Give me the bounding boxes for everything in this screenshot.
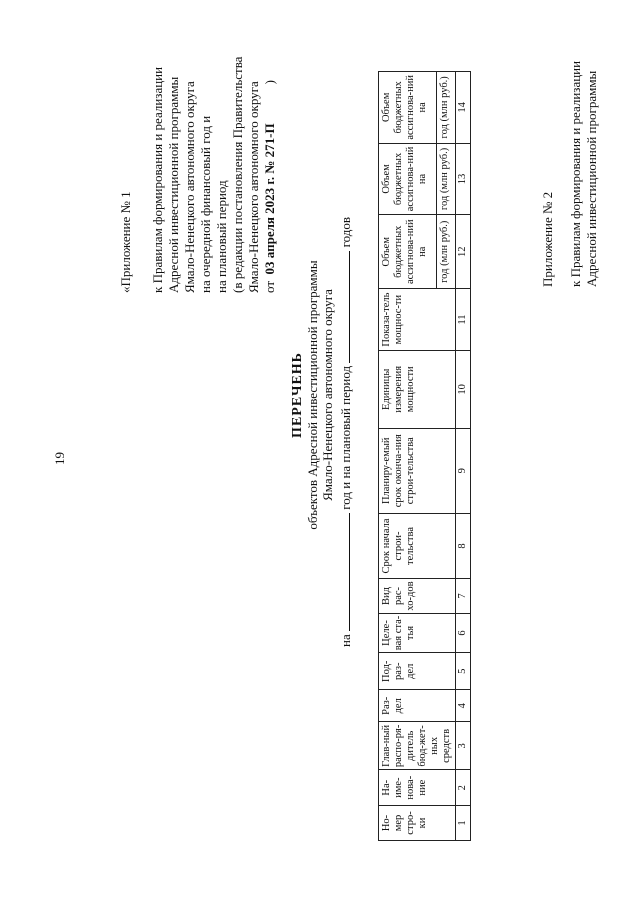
amendment-ref-prefix: от (262, 280, 277, 293)
appendix-1-line: Ямало-Ненецкого автономного округа (246, 81, 261, 293)
appendix-2-block (540, 7, 600, 287)
amendment-ref-suffix: ) (262, 80, 277, 85)
appendix-2-line: к Правилам формирования и реализации (568, 60, 583, 287)
list-title: ПЕРЕЧЕНЬ (290, 352, 305, 438)
col-header-construction-start: Срок начала строи-тельства (379, 513, 456, 578)
appendix-1-line: на плановый период (214, 180, 229, 293)
column-number: 10 (456, 350, 471, 428)
column-number: 8 (456, 513, 471, 578)
col-header-target-article: Целе-вая ста-тья (379, 613, 456, 652)
period-word-na: на (338, 634, 353, 647)
column-number: 14 (456, 72, 471, 144)
col-header-budget-volume: Объем бюджетных ассигнова-ний на (379, 72, 437, 144)
col-header-budget-volume: Объем бюджетных ассигнова-ний на (379, 215, 437, 289)
appendix-1-block (118, 13, 278, 293)
col-subheader-year-mln-rub: год (млн руб.) (437, 143, 456, 215)
appendix-1-heading: «Приложение № 1 (118, 191, 133, 293)
appendix-1-line: Ямало-Ненецкого автономного округа (182, 81, 197, 293)
col-header-expense-type: Вид рас-хо-дов (379, 579, 456, 614)
col-header-capacity-value: Показа-тель мощнос-ти (379, 289, 456, 351)
col-subheader-year-mln-rub: год (млн руб.) (437, 215, 456, 289)
column-number: 12 (456, 215, 471, 289)
appendix-1-line: (в редакции постановления Правительства (230, 56, 245, 293)
col-header-construction-end: Планиру-емый срок оконча-ния строи-тельства (379, 428, 456, 513)
appendix-1-line: Адресной инвестиционной программы (166, 76, 181, 293)
table-header-row (379, 72, 437, 841)
column-number: 11 (456, 289, 471, 351)
amendment-reference (262, 13, 278, 293)
column-number: 9 (456, 428, 471, 513)
column-number: 13 (456, 143, 471, 215)
objects-table (378, 71, 471, 841)
appendix-1-line: на очередной финансовый год и (198, 115, 213, 293)
column-number: 2 (456, 770, 471, 806)
amendment-ref-date-number: 03 апреля 2023 г. № 271-П (262, 123, 277, 275)
page-number: 19 (52, 452, 67, 465)
col-header-subsection: Под-раз-дел (379, 653, 456, 690)
planning-years-blank (337, 251, 350, 363)
appendix-1-line: к Правилам формирования и реализации (150, 66, 165, 293)
col-header-name: На-име-нова-ние (379, 770, 456, 806)
list-subtitle-line: объектов Адресной инвестиционной программы (305, 260, 320, 530)
column-number: 1 (456, 806, 471, 841)
column-number: 6 (456, 613, 471, 652)
column-number: 3 (456, 722, 471, 770)
appendix-2-heading: Приложение № 2 (540, 191, 555, 287)
col-subheader-year-mln-rub: год (млн руб.) (437, 72, 456, 144)
period-word-end: годов (338, 217, 353, 248)
column-numbers-row (456, 72, 471, 841)
list-subtitle-line: Ямало-Ненецкого автономного округа (320, 289, 335, 501)
appendix-2-line: Адресной инвестиционной программы (584, 70, 599, 287)
col-header-budget-manager: Глав-ный распо-ря-дитель бюд-жет-ных средств (379, 722, 456, 770)
year-blank (337, 513, 350, 631)
period-line (337, 147, 354, 647)
col-header-section: Раз-дел (379, 690, 456, 722)
column-number: 5 (456, 653, 471, 690)
period-word-mid: год и на плановый период (338, 365, 353, 510)
column-number: 4 (456, 690, 471, 722)
col-header-row-number: Но-мер стро-ки (379, 806, 456, 841)
list-title-block (290, 135, 335, 655)
column-number: 7 (456, 579, 471, 614)
col-header-budget-volume: Объем бюджетных ассигнова-ний на (379, 143, 437, 215)
col-header-capacity-units: Единицы измерения мощности (379, 350, 456, 428)
